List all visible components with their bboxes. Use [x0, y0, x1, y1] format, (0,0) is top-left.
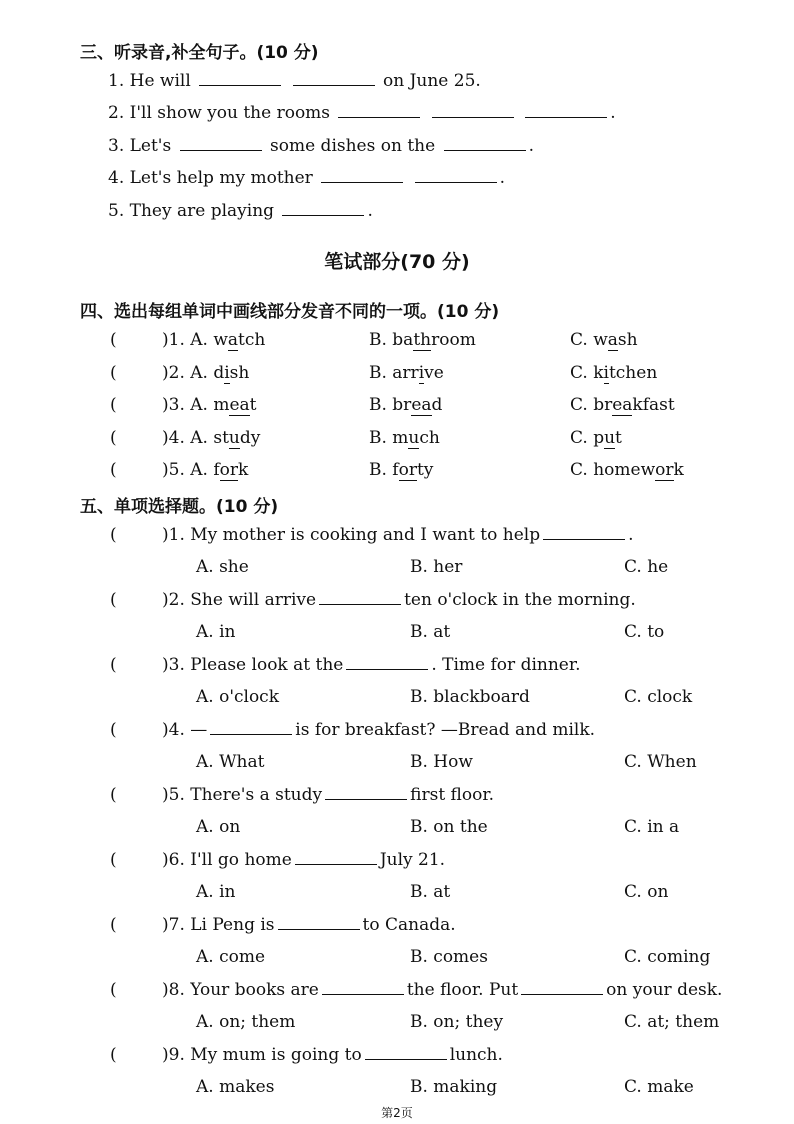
s5-question [162, 590, 636, 610]
option-c: C. make [624, 1077, 694, 1097]
s3-item-1-text: 1. He will [108, 71, 191, 91]
s3-item-5 [108, 201, 373, 221]
option-c-text: C. homew [570, 460, 656, 480]
option-b [369, 428, 440, 448]
s5-question [162, 915, 456, 935]
answer-paren[interactable]: ( [110, 525, 117, 545]
s4-item [162, 363, 249, 383]
option-c [570, 395, 675, 415]
option-b: B. How [410, 752, 473, 772]
option-b [369, 395, 442, 415]
s5-question [162, 785, 494, 805]
question-text: )7. Li Peng is [162, 915, 275, 935]
option-c [570, 460, 684, 480]
option-c-underlined: i [603, 363, 609, 383]
option-a: A. come [196, 947, 266, 967]
option-c: C. he [624, 557, 669, 577]
option-b: B. at [410, 622, 451, 642]
answer-blank[interactable] [199, 84, 281, 86]
option-a-underlined: i [224, 363, 230, 383]
answer-blank[interactable] [521, 993, 603, 995]
option-a-text: t [249, 395, 257, 415]
option-c-underlined: or [655, 460, 674, 480]
answer-blank[interactable] [319, 603, 401, 605]
option-a-underlined: or [219, 460, 239, 480]
option-a: A. in [196, 882, 236, 902]
question-text: )6. I'll go home [162, 850, 292, 870]
option-c-underlined: u [604, 428, 616, 448]
question-text: the floor. Put [406, 980, 519, 1000]
s5-question [162, 1045, 503, 1065]
option-c-text: k [673, 460, 684, 480]
option-b: B. at [410, 882, 451, 902]
s4-item-number: )4. A. [162, 428, 214, 448]
option-c-text: C. w [570, 330, 608, 350]
answer-blank[interactable] [444, 149, 526, 151]
option-c: C. When [624, 752, 697, 772]
option-a: A. o'clock [196, 687, 280, 707]
option-b-underlined: or [398, 460, 417, 480]
s3-item-1-tail: on June 25. [383, 71, 481, 91]
answer-blank[interactable] [210, 733, 292, 735]
option-c-text: kfast [632, 395, 675, 415]
answer-blank[interactable] [543, 538, 625, 540]
answer-blank[interactable] [415, 181, 497, 183]
s5-question [162, 850, 445, 870]
option-c: C. at; them [624, 1012, 720, 1032]
question-text: on your desk. [606, 980, 723, 1000]
s3-item-5-tail: . [367, 201, 373, 221]
option-a: A. What [196, 752, 265, 772]
option-a-text: st [213, 428, 229, 448]
s5-question [162, 655, 581, 675]
answer-blank[interactable] [180, 149, 262, 151]
option-b [369, 363, 444, 383]
s4-item [162, 330, 265, 350]
answer-paren[interactable]: ( [110, 590, 117, 610]
s4-item-number: )5. A. [162, 460, 214, 480]
option-a-underlined: a [227, 330, 239, 350]
section5-heading: 五、单项选择题。(10 分) [80, 497, 279, 517]
question-text: )4. — [162, 720, 208, 740]
question-text: is for breakfast? —Bread and milk. [295, 720, 596, 740]
s5-question [162, 980, 722, 1000]
option-c-text: sh [617, 330, 638, 350]
answer-paren[interactable]: ( [110, 428, 117, 448]
option-c [570, 428, 622, 448]
question-text: )3. Please look at the [162, 655, 344, 675]
answer-paren[interactable]: ( [110, 363, 117, 383]
option-c-text: C. br [570, 395, 613, 415]
option-b-text: B. m [369, 428, 409, 448]
question-text: . Time for dinner. [431, 655, 581, 675]
page-number: 第2页 [381, 1106, 413, 1120]
s3-item-4-tail: . [499, 168, 506, 188]
answer-blank[interactable] [365, 1058, 447, 1060]
answer-paren[interactable]: ( [110, 720, 117, 740]
option-a-underlined: u [228, 428, 240, 448]
option-c: C. in a [624, 817, 680, 837]
option-a: A. in [196, 622, 236, 642]
answer-blank[interactable] [282, 214, 364, 216]
question-text: )2. She will arrive [162, 590, 317, 610]
question-text: )1. My mother is cooking and I want to help [162, 525, 541, 545]
answer-blank[interactable] [346, 668, 428, 670]
option-b-text: B. br [369, 395, 412, 415]
option-c: C. clock [624, 687, 693, 707]
option-b-underlined: u [408, 428, 420, 448]
answer-paren[interactable]: ( [110, 330, 117, 350]
option-b-text: B. arr [369, 363, 419, 383]
option-a: A. she [196, 557, 249, 577]
option-b-text: ch [419, 428, 440, 448]
option-b-text: d [431, 395, 443, 415]
option-b-text: B. ba [369, 330, 414, 350]
option-b-underlined: th [413, 330, 432, 350]
question-text: lunch. [449, 1045, 503, 1065]
section4-heading: 四、选出每组单词中画线部分发音不同的一项。(10 分) [80, 302, 500, 322]
option-c: C. coming [624, 947, 711, 967]
s3-item-3 [108, 136, 534, 156]
answer-blank[interactable] [338, 116, 420, 118]
option-a-text: m [213, 395, 230, 415]
s4-item [162, 395, 257, 415]
option-a-text: k [238, 460, 249, 480]
question-text: first floor. [410, 785, 495, 805]
option-b-underlined: i [418, 363, 425, 383]
s4-item-number: )2. A. [162, 363, 214, 383]
answer-paren[interactable]: ( [110, 980, 117, 1000]
option-c: C. to [624, 622, 665, 642]
written-part-title: 笔试部分(70 分) [324, 251, 470, 273]
option-b: B. blackboard [410, 687, 530, 707]
option-b [369, 330, 476, 350]
option-a-text: w [213, 330, 228, 350]
option-a-text: tch [238, 330, 266, 350]
question-text: )8. Your books are [162, 980, 319, 1000]
question-text: )9. My mum is going to [162, 1045, 362, 1065]
s5-question [162, 720, 595, 740]
option-b [369, 460, 433, 480]
option-b: B. her [410, 557, 463, 577]
option-c [570, 363, 657, 383]
answer-blank[interactable] [293, 84, 375, 86]
answer-paren[interactable]: ( [110, 1045, 117, 1065]
option-b: B. comes [410, 947, 488, 967]
answer-paren[interactable]: ( [110, 850, 117, 870]
option-c-text: C. k [570, 363, 604, 383]
answer-blank[interactable] [278, 928, 360, 930]
option-a: A. makes [196, 1077, 275, 1097]
option-a-text: dy [239, 428, 261, 448]
s4-item-number: )3. A. [162, 395, 214, 415]
s3-item-4 [108, 168, 505, 188]
answer-blank[interactable] [525, 116, 607, 118]
option-a: A. on [196, 817, 241, 837]
option-b-text: room [431, 330, 476, 350]
answer-blank[interactable] [321, 181, 403, 183]
s4-item-number: )1. A. [162, 330, 214, 350]
section3-heading: 三、听录音,补全句子。(10 分) [80, 43, 319, 63]
answer-blank[interactable] [325, 798, 407, 800]
option-c-text: C. p [570, 428, 605, 448]
s3-item-3-text: 3. Let's [108, 136, 172, 156]
answer-paren[interactable]: ( [110, 395, 117, 415]
s3-item-1 [108, 71, 481, 91]
s3-item-3-mid: some dishes on the [270, 136, 436, 156]
s4-item [162, 460, 248, 480]
s3-item-2-text: 2. I'll show you the rooms [108, 103, 331, 123]
s3-item-2-tail: . [610, 103, 616, 123]
option-b-text: ty [416, 460, 434, 480]
option-c-text: t [615, 428, 622, 448]
answer-blank[interactable] [322, 993, 404, 995]
answer-paren[interactable]: ( [110, 655, 117, 675]
option-b: B. on the [410, 817, 488, 837]
option-b: B. making [410, 1077, 498, 1097]
question-text: to Canada. [362, 915, 456, 935]
option-b: B. on; they [410, 1012, 504, 1032]
question-text: July 21. [379, 850, 446, 870]
option-c: C. on [624, 882, 669, 902]
s3-item-5-text: 5. They are playing [108, 201, 275, 221]
option-a: A. on; them [196, 1012, 296, 1032]
s5-question [162, 525, 634, 545]
s3-item-4-text: 4. Let's help my mother [108, 168, 313, 188]
answer-paren[interactable]: ( [110, 785, 117, 805]
question-text: )5. There's a study [162, 785, 323, 805]
option-a-underlined: ea [229, 395, 250, 415]
option-c-text: tchen [608, 363, 658, 383]
answer-blank[interactable] [295, 863, 377, 865]
s3-item-2 [108, 103, 616, 123]
s3-item-3-tail: . [528, 136, 534, 156]
option-a-text: sh [229, 363, 250, 383]
question-text: . [628, 525, 634, 545]
option-c-underlined: ea [612, 395, 633, 415]
option-a-text: f [213, 460, 220, 480]
option-b-underlined: ea [411, 395, 432, 415]
option-c [570, 330, 638, 350]
option-c-underlined: a [607, 330, 618, 350]
answer-blank[interactable] [432, 116, 514, 118]
question-text: ten o'clock in the morning. [404, 590, 636, 610]
option-b-text: B. f [369, 460, 399, 480]
option-b-text: ve [424, 363, 444, 383]
answer-paren[interactable]: ( [110, 915, 117, 935]
option-a-text: d [213, 363, 225, 383]
s4-item [162, 428, 260, 448]
answer-paren[interactable]: ( [110, 460, 117, 480]
